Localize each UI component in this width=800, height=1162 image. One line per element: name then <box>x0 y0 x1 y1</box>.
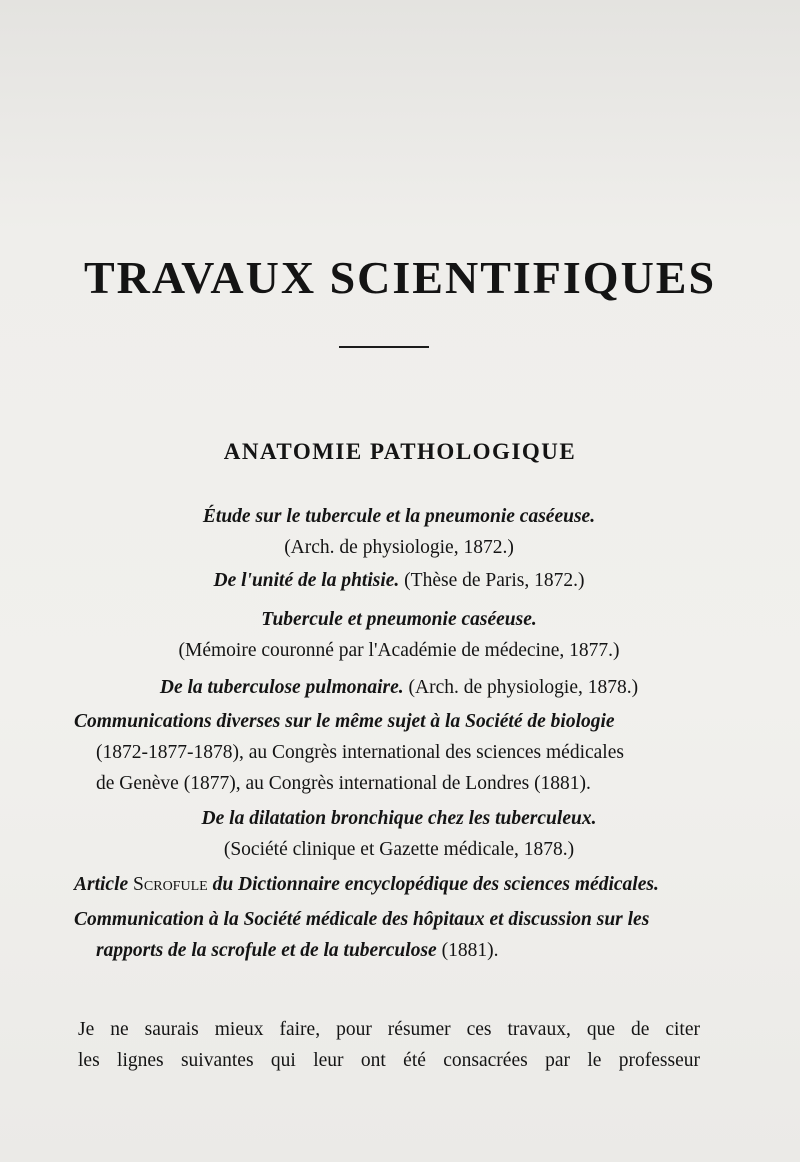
entry-line-3: de Genève (1877), au Congrès international de Londres (1881). <box>96 773 591 794</box>
entry-note: (Thèse de Paris, 1872.) <box>404 570 585 591</box>
entry-line-2-wrapper <box>74 935 724 966</box>
entry-title: De l'unité de la phtisie. <box>213 570 400 591</box>
entry-tubercule-pneumonie <box>74 604 724 666</box>
entry-title: Étude sur le tubercule et la pneumonie caséeuse. <box>202 506 596 527</box>
entry-communications-diverses <box>74 706 724 799</box>
entry-line-2: (1872-1877-1878), au Congrès international des sciences médicales <box>96 742 624 763</box>
entry-societe-medicale <box>74 904 724 966</box>
entry-article-scrofule <box>74 869 724 900</box>
entry-title: De la tuberculose pulmonaire. <box>159 677 404 698</box>
entry-tuberculose-pulmonaire <box>74 672 724 703</box>
entry-title: Tubercule et pneumonie caséeuse. <box>261 609 537 630</box>
entry-line-2: rapports de la scrofule et de la tuberculose <box>96 940 437 961</box>
entry-etude-tubercule <box>74 501 724 563</box>
entry-note: (Mémoire couronné par l'Académie de médecine, 1877.) <box>178 640 620 661</box>
entry-suffix: du Dictionnaire encyclopédique des sciences médicales. <box>212 874 659 895</box>
closing-paragraph <box>78 1014 700 1076</box>
entry-caps-term: Scrofule <box>133 874 208 895</box>
section-heading: ANATOMIE PATHOLOGIQUE <box>223 439 577 464</box>
entry-dilatation-bronchique <box>74 803 724 865</box>
page-title: TRAVAUX SCIENTIFIQUES <box>83 252 717 303</box>
paragraph-line-2: les lignes suivantes qui leur ont été consacrées par le professeur <box>78 1050 700 1071</box>
entry-note: (Arch. de physiologie, 1878.) <box>408 677 639 698</box>
entry-title: Communication à la Société médicale des hôpitaux et discussion sur les <box>74 909 650 930</box>
entry-title: Communications diverses sur le même sujet à la Société de biologie <box>74 711 615 732</box>
entry-note: (1881). <box>441 940 499 961</box>
entry-note: (Société clinique et Gazette médicale, 1878.) <box>223 839 575 860</box>
entry-unite-phtisie <box>74 565 724 596</box>
title-rule <box>339 346 429 348</box>
entry-title: De la dilatation bronchique chez les tuberculeux. <box>201 808 597 829</box>
entry-prefix: Article <box>74 874 129 895</box>
paragraph-line-1: Je ne saurais mieux faire, pour résumer ces travaux, que de citer <box>78 1019 700 1040</box>
entry-note: (Arch. de physiologie, 1872.) <box>284 537 514 558</box>
